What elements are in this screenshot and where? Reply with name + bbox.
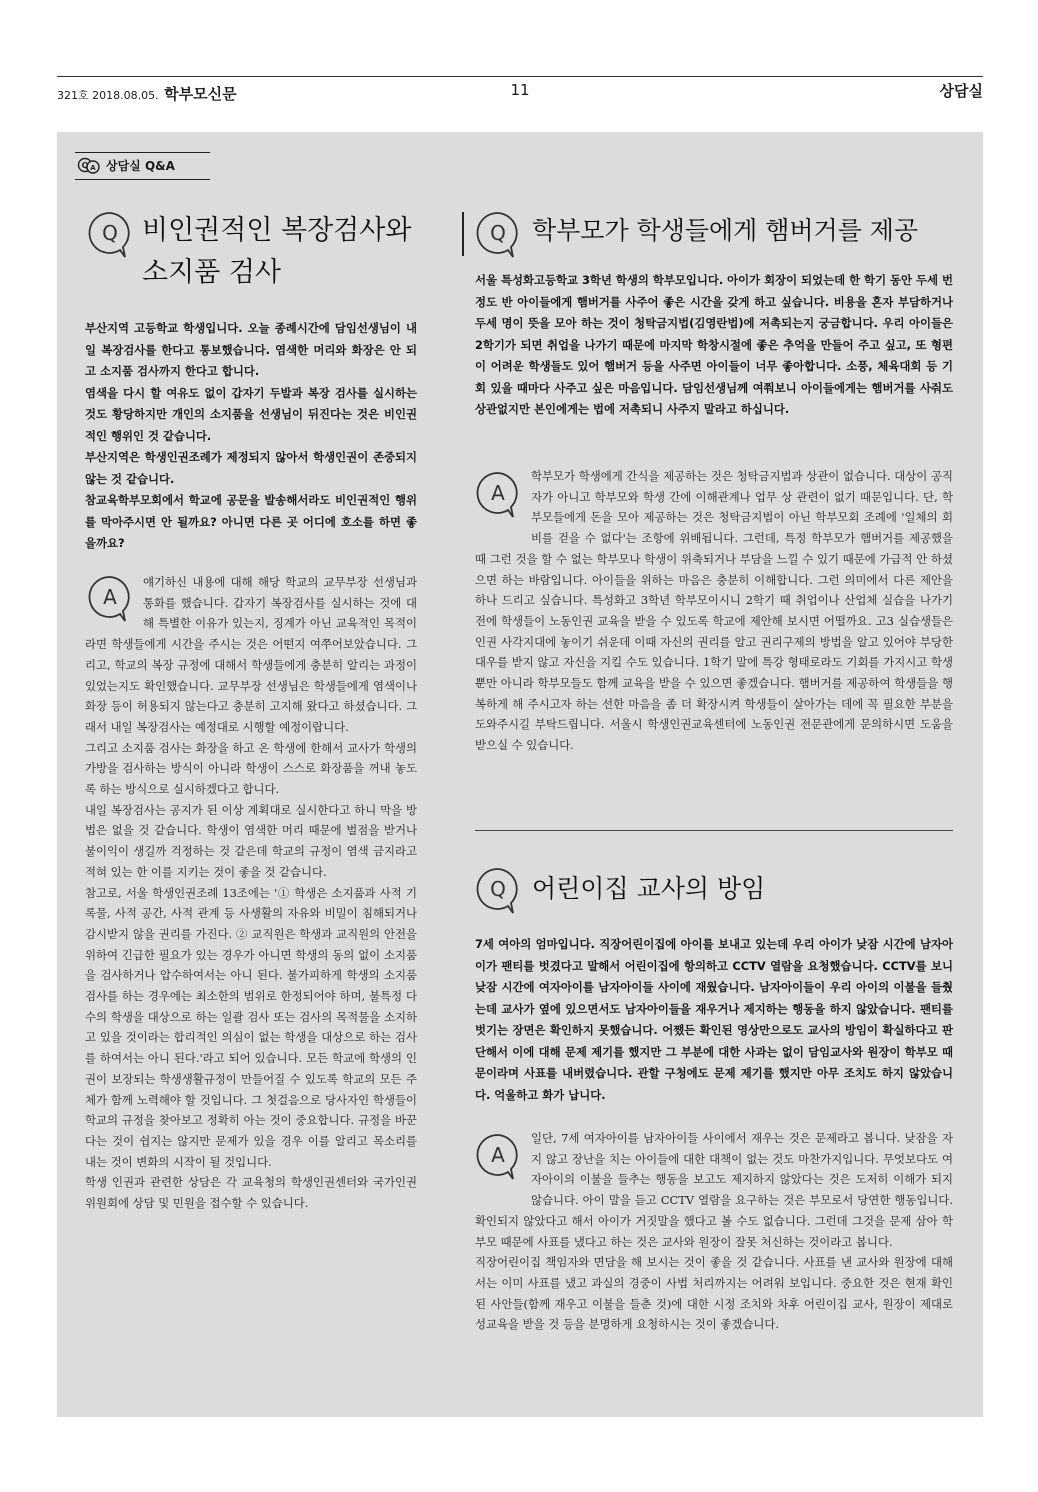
article2-answer — [475, 466, 953, 756]
newspaper-logo: 학부모신문 — [164, 85, 237, 103]
page-number: 11 — [510, 81, 530, 99]
svg-text:Q: Q — [81, 161, 89, 170]
question-paragraph: 서울 특성화고등학교 3학년 학생의 학부모입니다. 아이가 회장이 되었는데 한 학기 동안 두세 번 정도 반 아이들에게 햄버거를 사주어 좋은 시간을 갖게 하고 싶습니다. 비용을 혼자 부담하거나 두세 명이 뜻을 모아 하는 것이 청탁금지법(김영란법)에 저촉되는지 궁금합니다. 우리 아이들은 2학기가 되면 취업을 나가기 때문에 마지막 학창시절에 좋은 추억을 만들어 주고 싶고, 또 형편이 어려운 학생들도 있어 햄버거 등을 사주면 아이들이 너무 좋아합니다. 소풍, 체육대회 등 기회 있을 때마다 사주고 싶은 마음입니다. 담임선생님께 여쭤보니 아이들에게는 햄버거를 사줘도 상관없지만 본인에게는 법에 저촉되니 사주지 말라고 하십니다. — [475, 273, 953, 416]
column-divider — [462, 212, 464, 256]
svg-text:A: A — [491, 1143, 505, 1167]
question-icon — [87, 210, 133, 260]
svg-text:Q: Q — [490, 221, 506, 245]
answer-paragraph: 그리고 소지품 검사는 화장을 하고 온 학생에 한해서 교사가 학생의 가방을 검사하는 방식이 아니라 학생이 스스로 화장품을 꺼내 놓도록 하는 방식으로 실시하겠다고 합니다. — [85, 740, 417, 797]
question-icon — [475, 866, 521, 916]
article3-answer — [475, 1128, 953, 1335]
svg-text:A: A — [90, 164, 96, 172]
section-label — [75, 152, 210, 180]
answer-paragraph: 얘기하신 내용에 대해 해당 학교의 교무부장 선생님과 통화를 했습니다. 갑자기 복장검사를 실시하는 것에 대해 특별한 이유가 있는지, 징계가 아닌 교육적인 목적이라면 학생들에게 시간을 주시는 것은 어떤지 여쭈어보았습니다. 그리고, 학교의 복장 규정에 대해서 학생들에게 충분히 알리는 과정이 있었는지도 확인했습니다. 교무부장 선생님은 학생들에게 염색이나 화장 등이 허용되지 않는다고 충분히 고지해 왔다고 하셨습니다. 그래서 내일 복장검사는 예정대로 시행할 예정이랍니다. — [85, 575, 417, 734]
question-icon — [475, 210, 521, 260]
question-paragraph: 7세 여아의 엄마입니다. 직장어린이집에 아이를 보내고 있는데 우리 아이가 낮잠 시간에 남자아이가 팬티를 벗겼다고 말해서 어린이집에 항의하고 CCTV 열람을 요청했습니다. CCTV를 보니 낮잠 시간에 여자아이를 남자아이들 사이에 재웠습니다. 남자아이들이 우리 아이의 이불을 들췄는데 교사가 옆에 있으면서도 남자아이들을 재우거나 제지하는 행동을 하지 않았습니다. 팬티를 벗기는 장면은 확인하지 못했습니다. 어쨌든 확인된 영상만으로도 교사의 방임이 확실하다고 판단해서 이에 대해 문제 제기를 했지만 그 부분에 대한 사과는 없이 담임교사와 원장이 학부모 때문이라며 사표를 내버렸습니다. 관할 구청에도 문제 제기를 했지만 아무 조치도 하지 않았습니다. 억울하고 화가 납니다. — [475, 937, 953, 1102]
article1-title-line2: 소지품 검사 — [142, 257, 281, 288]
question-paragraph: 염색을 다시 할 여유도 없이 갑자기 두발과 복장 검사를 실시하는 것도 황당하지만 개인의 소지품을 선생님이 뒤진다는 것은 비인권적인 행위인 것 같습니다. — [85, 385, 417, 443]
answer-paragraph: 일단, 7세 여자아이를 남자아이들 사이에서 재우는 것은 문제라고 봅니다. 낮잠을 자지 않고 장난을 치는 아이들에 대한 대책이 없는 것도 마찬가지입니다. 무엇보다도 여자아이의 이불을 들추는 행동을 보고도 제지하지 않았다는 것은 도저히 이해가 되지 않습니다. 아이 말을 듣고 CCTV 열람을 요구하는 것은 부모로서 당연한 행동입니다. 확인되지 않았다고 해서 아이가 거짓말을 했다고 볼 수도 없습니다. 그런데 그것을 문제 삼아 학부모 때문에 사표를 냈다고 하는 것은 교사와 원장이 잘못 처신하는 것이라고 봅니다. — [475, 1131, 953, 1249]
article3-question — [475, 934, 953, 1106]
qa-panel — [57, 132, 983, 1417]
article3-title: 어린이집 교사의 방임 — [532, 874, 766, 903]
section-label-text: 상담실 Q&A — [106, 159, 175, 173]
article1-title — [142, 210, 411, 294]
svg-text:Q: Q — [490, 877, 506, 901]
question-paragraph: 부산지역 고등학교 학생입니다. 오늘 종례시간에 담임선생님이 내일 복장검사를 한다고 통보했습니다. 염색한 머리와 화장은 안 되고 소지품 검사까지 한다고 합니다. — [85, 321, 417, 378]
article2-question — [475, 270, 953, 421]
question-paragraph: 참교육학부모회에서 학교에 공문을 발송해서라도 비인권적인 행위를 막아주시면 안 될까요? 아니면 다른 곳 어디에 호소를 하면 좋을까요? — [85, 493, 417, 550]
article1-answer — [85, 572, 417, 1214]
answer-paragraph: 내일 복장검사는 공지가 된 이상 계획대로 실시한다고 하니 막을 방법은 없을 것 같습니다. 학생이 염색한 머리 때문에 벌점을 받거나 불이익이 생길까 걱정하는 것 같은데 학교의 규정이 염색 금지라고 적혀 있는 한 이를 지키는 것이 좋을 것 같습니다. — [85, 802, 417, 879]
article2-title: 학부모가 학생들에게 햄버거를 제공 — [532, 216, 919, 245]
page-header — [57, 76, 983, 103]
question-paragraph: 부산지역은 학생인권조례가 제정되지 않아서 학생인권이 존중되지 않는 것 같습니다. — [85, 450, 417, 486]
issue-date: 321호 2018.08.05. — [57, 89, 159, 102]
section-name: 상담실 — [939, 82, 983, 100]
answer-paragraph: 학생 인권과 관련한 상담은 각 교육청의 학생인권센터와 국가인권위원회에 상담 및 민원을 접수할 수 있습니다. — [85, 1175, 417, 1211]
answer-paragraph: 직장어린이집 책임자와 면담을 해 보시는 것이 좋을 것 같습니다. 사표를 낸 교사와 원장에 대해서는 이미 사표를 냈고 과실의 경중이 사법 처리까지는 어려워 보입니다. 중요한 것은 현재 확인된 사안들(함께 재우고 이불을 들춘 것)에 대한 시정 조치와 차후 어린이집 교사, 원장이 제대로 성교육을 받을 것 등을 분명하게 요청하시는 것이 좋겠습니다. — [475, 1255, 953, 1332]
article1-question — [85, 318, 417, 555]
svg-text:Q: Q — [102, 221, 118, 245]
answer-paragraph: 학부모가 학생에게 간식을 제공하는 것은 청탁금지법과 상관이 없습니다. 대상이 공직자가 아니고 학부모와 학생 간에 이해관계나 업무 상 관련이 없기 때문입니다. 단, 학부모들에게 돈을 모아 제공하는 것은 청탁금지법이 아닌 학부모회 조례에 '일체의 회비를 걷을 수 없다'는 조항에 위배됩니다. 그런데, 특정 학부모가 햄버거를 제공했을 때 그런 것을 할 수 없는 학부모나 학생이 위축되거나 부담을 느낄 수 있기 때문에 가급적 안 하셨으면 하는 바람입니다. 아이들을 위하는 마음은 충분히 이해합니다. 그런 의미에서 다른 제안을 하나 드리고 싶습니다. 특성화고 3학년 학부모이시니 2학기 때 취업이나 산업체 실습을 나가기 전에 학생들이 노동인권 교육을 받을 수 있도록 학교에 제안해 보시면 어떨까요. 고3 실습생들은 인권 사각지대에 놓이기 쉬운데 이때 자신의 권리를 알고 권리구제의 방법을 알고 있어야 부당한 대우를 받지 않고 자신을 지킬 수도 있습니다. 1학기 말에 특강 형태로라도 기회를 가지시고 학생뿐만 아니라 학부모들도 함께 교육을 받을 수 있으면 좋겠습니다. 햄버거를 제공하여 학생들을 행복하게 해 주시고자 하는 선한 마음을 좀 더 확장시켜 학생들이 살아가는 데에 꼭 필요한 부분을 도와주시길 부탁드립니다. 서울시 학생인권교육센터에 노동인권 전문관에게 문의하시면 도움을 받으실 수 있습니다. — [475, 469, 953, 753]
article1-title-line1: 비인권적인 복장검사와 — [142, 215, 412, 246]
svg-text:A: A — [103, 585, 117, 609]
article-divider — [475, 830, 953, 831]
svg-text:A: A — [491, 481, 505, 505]
qa-speech-bubble-icon — [77, 157, 101, 175]
answer-paragraph: 참고로, 서울 학생인권조례 13조에는 '① 학생은 소지품과 사적 기록물, 사적 공간, 사적 관계 등 사생활의 자유와 비밀이 침해되거나 감시받지 않을 권리를 가진다. ② 교직원은 학생과 교직원의 안전을 위하여 긴급한 필요가 있는 경우가 아니면 학생의 동의 없이 소지품을 검사하거나 압수하여서는 아니 된다. 불가피하게 학생의 소지품 검사를 하는 경우에는 최소한의 범위로 한정되어야 하며, 불특정 다수의 학생을 대상으로 하는 일괄 검사 또는 검사의 목적물을 소지하고 있을 것이라는 합리적인 의심이 없는 학생을 대상으로 하는 검사를 하여서는 아니 된다.'라고 되어 있습니다. 모든 학교에 학생의 인권이 보장되는 학생생활규정이 만들어질 수 있도록 학교의 모든 주체가 함께 노력해야 할 것입니다. 그 첫걸음으로 당사자인 학생들이 학교의 규정을 찾아보고 정확히 아는 것이 중요합니다. 규정을 바꾼다는 것이 쉽지는 않지만 문제가 있을 경우 이를 알리고 목소리를 내는 것이 변화의 시작이 될 것입니다. — [85, 885, 417, 1169]
